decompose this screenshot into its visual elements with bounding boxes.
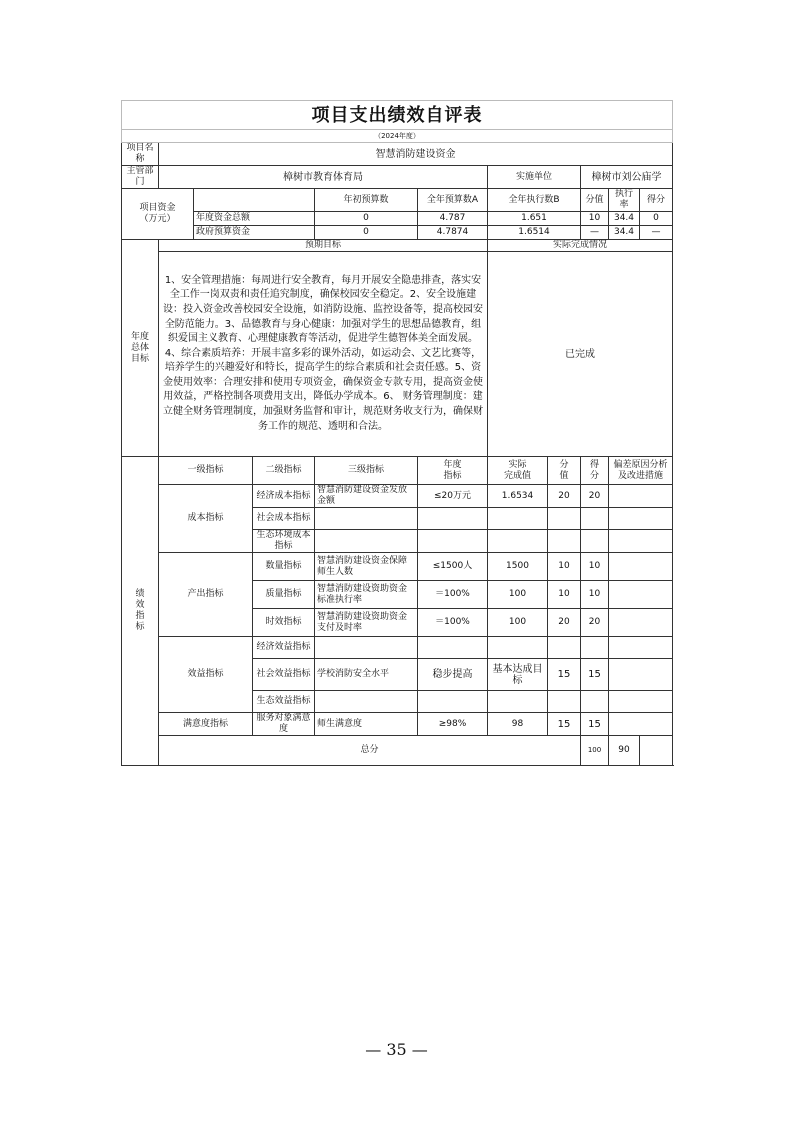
evaluation-table [121,100,673,766]
indicator-row: 生态环境成本指标 [122,530,673,553]
fiscal-year: （2024年度） [122,130,673,143]
total-score: 90 [609,736,640,766]
funds-header-executed: 全年执行数B [488,189,581,212]
impl-name: 樟树市刘公庙学 [581,166,673,189]
total-label: 总分 [159,736,581,766]
expected-goal-header: 预期目标 [159,240,488,252]
goals-label: 年度 总体 目标 [122,240,159,457]
page-number: — 35 — [365,1040,428,1059]
indicator-row: 成本指标 经济成本指标 智慧消防建设资金发放金额 ≤20万元 1.6534 20 20 [122,485,673,508]
table-title: 项目支出绩效自评表 [122,101,673,130]
self-evaluation-sheet [121,100,672,766]
indicator-row: 社会成本指标 [122,508,673,530]
indicators-label: 绩 效 指 标 [122,457,159,766]
dept-label: 主管部门 [122,166,159,189]
funds-header-rate: 执行率 [609,189,640,212]
indicator-row: 时效指标 智慧消防建设资助资金支付及时率 ＝100% 100 20 20 [122,609,673,637]
funds-header-blank [194,189,315,212]
funds-row: 政府预算资金 0 4.7874 1.6514 — 34.4 — [122,226,673,240]
indicator-row: 满意度指标 服务对象满意度 师生满意度 ≥98% 98 15 15 [122,713,673,736]
funds-label [122,189,194,240]
funds-label-line2: （万元） [139,214,176,224]
indicator-row: 生态效益指标 [122,691,673,713]
cost-indicator: 成本指标 [159,485,253,553]
indicator-header-row: 绩 效 指 标 一级指标 二级指标 三级指标 年度 指标 实际 完成值 分 值 得 分 偏差原因分析 及改进措施 [122,457,673,485]
funds-header-initial: 年初预算数 [315,189,418,212]
funds-header-annual: 全年预算数A [418,189,488,212]
total-weight: 100 [581,736,609,766]
indicator-row: 社会效益指标 学校消防安全水平 稳步提高 基本达成目标 15 15 [122,659,673,691]
output-indicator: 产出指标 [159,553,253,637]
project-name-label: 项目名称 [122,143,159,166]
funds-header-score: 得分 [640,189,673,212]
indicator-row: 产出指标 数量指标 智慧消防建设资金保障师生人数 ≤1500人 1500 10 10 [122,553,673,581]
funds-header-weight: 分值 [581,189,609,212]
funds-row: 年度资金总额 0 4.787 1.651 10 34.4 0 [122,212,673,226]
dept-name: 樟树市教育体育局 [159,166,488,189]
actual-result-text: 已完成 [488,252,673,457]
project-name: 智慧消防建设资金 [159,143,673,166]
indicator-row: 效益指标 经济效益指标 [122,637,673,659]
impl-label: 实施单位 [488,166,581,189]
satisfaction-indicator: 满意度指标 [159,713,253,736]
benefit-indicator: 效益指标 [159,637,253,713]
actual-result-header: 实际完成情况 [488,240,673,252]
funds-label-line1: 项目资金 [139,203,176,213]
total-row [122,736,673,766]
indicator-row: 质量指标 智慧消防建设资助资金标准执行率 ＝100% 100 10 10 [122,581,673,609]
expected-goal-text: 1、安全管理措施：每周进行安全教育，每月开展安全隐患排查，落实安全工作一岗双责和责任追究制度，确保校园安全稳定。2、安全设施建设：投入资金改善校园安全设施，如消防设施、监控设备等，提高校园安全防范能力。3、品德教育与身心健康：加强对学生的思想品德教育，组织爱国主义教育、心理健康教育等活动，促进学生德智体美全面发展。4、综合素质培养：开展丰富多彩的课外活动，如运动会、文艺比赛等，培养学生的兴趣爱好和特长，提高学生的综合素质和社会责任感。5、资金使用效率：合理安排和使用专项资金，确保资金专款专用，提高资金使用效益，严格控制各项费用支出，降低办学成本。6、 财务管理制度：建立健全财务管理制度，加强财务监督和审计，规范财务收支行为，确保财务工作的规范、透明和合法。 [159,252,488,457]
